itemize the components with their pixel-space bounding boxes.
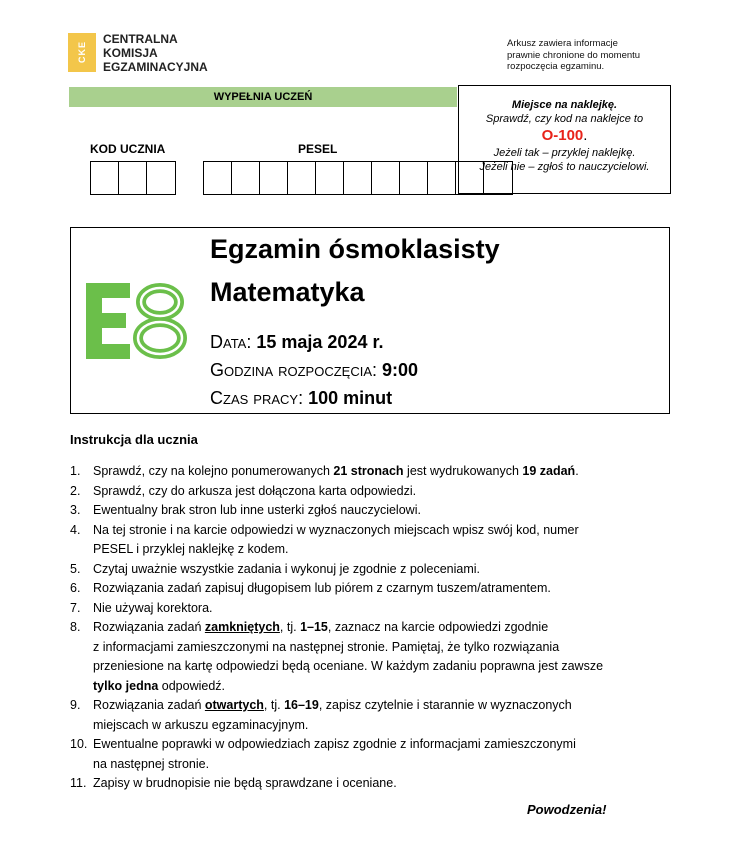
pesel-digit-box[interactable] xyxy=(428,162,456,194)
item-number: 6. xyxy=(70,581,81,595)
pesel-digit-box[interactable] xyxy=(372,162,400,194)
item-number: 5. xyxy=(70,561,81,576)
item-number: 2. xyxy=(70,483,81,498)
item-text: Rozwiązania zadań xyxy=(93,698,205,712)
list-item xyxy=(70,774,660,794)
item-text: z informacjami zamieszczonymi na następnej stronie. Pamiętaj, że tylko rozwiązania xyxy=(93,639,560,654)
confidentiality-notice xyxy=(507,38,677,73)
pesel-digit-box[interactable] xyxy=(400,162,428,194)
list-item xyxy=(70,735,660,774)
item-number: 11. xyxy=(70,776,87,790)
list-item xyxy=(70,579,660,599)
date-value: 15 maja 2024 r. xyxy=(256,332,384,352)
logo-badge-text: CKE xyxy=(77,41,87,64)
code-digit-box[interactable] xyxy=(147,162,175,194)
item-number: 4. xyxy=(70,522,81,537)
item-text: Rozwiązania zadań zapisuj długopisem lub piórem z czarnym tuszem/atramentem. xyxy=(93,581,551,595)
item-text: Zapisy w brudnopisie nie będą sprawdzane i oceniane. xyxy=(93,776,397,790)
only-one-term: tylko jedna xyxy=(93,678,159,693)
list-item xyxy=(70,462,660,482)
code-digit-box[interactable] xyxy=(91,162,119,194)
pesel-digit-box[interactable] xyxy=(232,162,260,194)
sticker-no-text: Jeżeli nie – zgłoś to nauczycielowi. xyxy=(479,161,650,173)
item-text: , tj. xyxy=(279,620,301,634)
pesel-digit-box[interactable] xyxy=(344,162,372,194)
student-code-label: KOD UCZNIA xyxy=(90,142,166,156)
item-text: Ewentualne poprawki w odpowiedziach zapisz zgodnie z informacjami zamieszczonymi xyxy=(93,737,576,751)
item-text: Ewentualny brak stron lub inne usterki zgłoś nauczycielowi. xyxy=(93,503,421,517)
item-text: , zapisz czytelnie i starannie w wyznaczonych xyxy=(318,698,572,712)
exam-subject: Matematyka xyxy=(210,277,365,307)
fill-in-bar: WYPEŁNIA UCZEŃ xyxy=(69,87,457,107)
list-item xyxy=(70,482,660,502)
item-text: miejscach w arkuszu egzaminacyjnym. xyxy=(93,717,309,732)
date-label: Data: xyxy=(210,332,252,352)
task-count: 19 zadań xyxy=(522,464,576,478)
list-item xyxy=(70,618,660,696)
item-text: Czytaj uważnie wszystkie zadania i wykonuj je zgodnie z poleceniami. xyxy=(93,561,480,576)
item-number: 9. xyxy=(70,698,81,712)
sticker-area xyxy=(458,85,671,194)
instructions-list xyxy=(70,462,660,794)
exam-start-time xyxy=(210,358,418,382)
page-count: 21 stronach xyxy=(333,464,404,478)
item-text: przeniesione na kartę odpowiedzi będą oceniane. W każdym zadaniu poprawna jest zawsze xyxy=(93,659,604,673)
pesel-digit-box[interactable] xyxy=(288,162,316,194)
item-text: , tj. xyxy=(263,698,285,712)
item-text: PESEL i przyklej naklejkę z kodem. xyxy=(93,542,289,556)
list-item xyxy=(70,560,660,580)
list-item xyxy=(70,696,660,735)
notice-line: Arkusz zawiera informacje xyxy=(507,38,618,49)
logo-line: KOMISJA xyxy=(103,46,158,60)
pesel-digit-box[interactable] xyxy=(204,162,232,194)
start-label: Godzina rozpoczęcia: xyxy=(210,360,378,380)
e8-logo-icon xyxy=(86,283,189,359)
duration-value: 100 minut xyxy=(308,388,393,408)
open-tasks-term: otwartych xyxy=(204,698,264,712)
pesel-label: PESEL xyxy=(298,142,338,156)
sticker-check-text: Sprawdź, czy kod na naklejce to xyxy=(485,113,644,125)
list-item xyxy=(70,521,660,560)
exam-date xyxy=(210,330,383,354)
cke-logo-badge xyxy=(68,33,96,72)
student-code-boxes[interactable] xyxy=(90,161,176,195)
notice-line: prawnie chronione do momentu xyxy=(507,49,641,61)
pesel-digit-box[interactable] xyxy=(316,162,344,194)
start-value: 9:00 xyxy=(382,360,419,380)
list-item xyxy=(70,501,660,521)
item-text: jest wydrukowanych xyxy=(403,464,523,478)
code-digit-box[interactable] xyxy=(119,162,147,194)
list-item xyxy=(70,599,660,619)
item-number: 7. xyxy=(70,600,81,615)
item-text: odpowiedź. xyxy=(158,678,226,693)
sticker-yes-text: Jeżeli tak – przyklej naklejkę. xyxy=(493,147,636,159)
sticker-title: Miejsce na naklejkę. xyxy=(511,99,618,111)
item-number: 10. xyxy=(70,737,88,751)
item-text: . xyxy=(575,464,579,478)
logo-line: EGZAMINACYJNA xyxy=(103,60,208,74)
sticker-code: O-100 xyxy=(541,127,584,144)
item-number: 8. xyxy=(70,620,81,634)
pesel-digit-box[interactable] xyxy=(260,162,288,194)
exam-title: Egzamin ósmoklasisty xyxy=(210,234,500,264)
item-number: 1. xyxy=(70,464,81,478)
item-text: Sprawdź, czy na kolejno ponumerowanych xyxy=(93,464,334,478)
duration-label: Czas pracy: xyxy=(210,388,304,408)
item-text: na następnej stronie. xyxy=(93,756,210,771)
item-text: Sprawdź, czy do arkusza jest dołączona karta odpowiedzi. xyxy=(93,483,417,498)
instructions-heading: Instrukcja dla ucznia xyxy=(70,432,198,447)
item-text: , zaznacz na karcie odpowiedzi zgodnie xyxy=(327,620,549,634)
logo-line: CENTRALNA xyxy=(103,32,178,46)
sticker-dot: . xyxy=(583,127,588,144)
exam-duration xyxy=(210,386,392,410)
item-text: Rozwiązania zadań xyxy=(93,620,205,634)
item-text: Nie używaj korektora. xyxy=(93,600,213,615)
task-range: 16–19 xyxy=(284,698,319,712)
notice-line: rozpoczęcia egzaminu. xyxy=(507,61,605,72)
item-text: Na tej stronie i na karcie odpowiedzi w wyznaczonych miejscach wpisz swój kod, numer xyxy=(93,522,579,537)
cke-logo-text xyxy=(103,32,208,74)
item-number: 3. xyxy=(70,503,81,517)
closing-wish: Powodzenia! xyxy=(527,802,607,817)
task-range: 1–15 xyxy=(300,620,328,634)
closed-tasks-term: zamkniętych xyxy=(204,620,280,634)
